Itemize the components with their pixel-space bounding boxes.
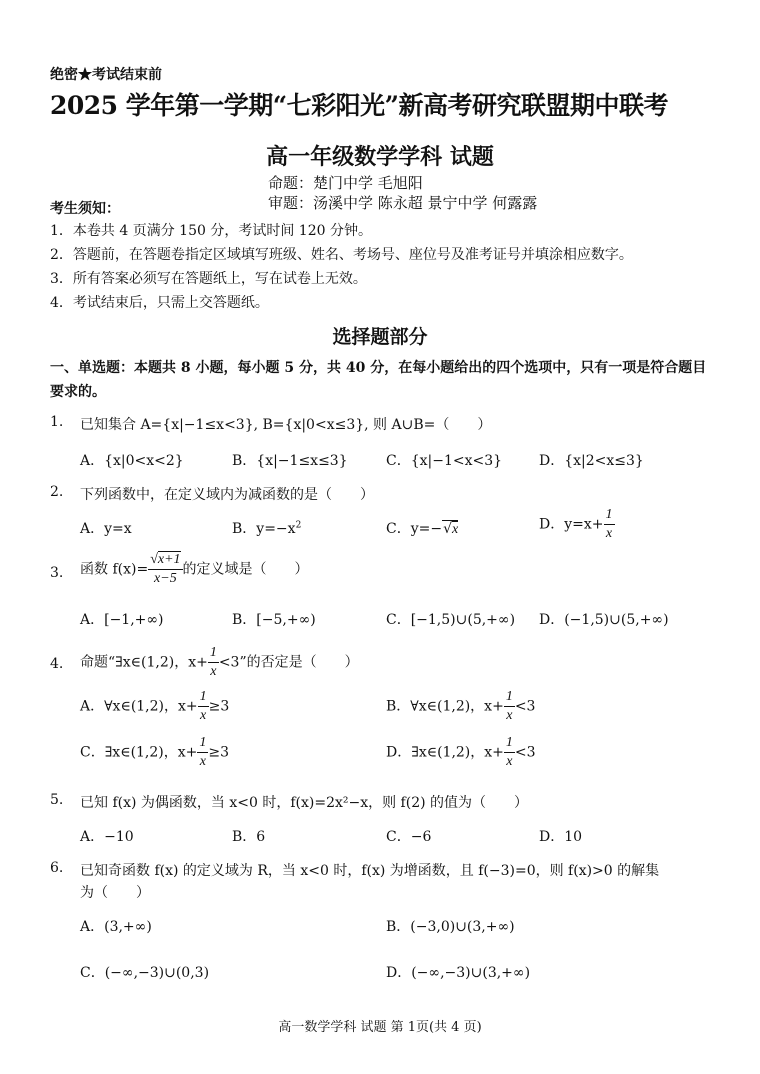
sqrt-expression: √x: [443, 521, 459, 537]
confidential-label: 绝密★考试结束前: [50, 67, 162, 83]
question-number: 5.: [50, 792, 64, 808]
question-number: 4.: [50, 656, 64, 672]
question-stem: 已知奇函数 f(x) 的定义域为 R，当 x<0 时，f(x) 为增函数，且 f(−3)=0，则 f(x)>0 的解集: [80, 863, 660, 879]
fraction: [504, 690, 515, 723]
notice-heading: 考生须知：: [50, 201, 120, 217]
denominator: x−5: [154, 571, 177, 586]
denominator: x: [199, 754, 206, 769]
option-a: A．y=x: [80, 521, 132, 537]
radicand: x: [452, 522, 459, 537]
stem-suffix: <3”的否定是（ ）: [218, 654, 359, 671]
notice-item: 2．答题前，在答题卷指定区域填写班级、姓名、考场号、座位号及准考证号并填涂相应数字。: [50, 247, 633, 263]
option-tail: ≥3: [208, 698, 230, 715]
question-stem: [80, 646, 359, 679]
option-tail: <3: [514, 744, 536, 761]
question-stem: 下列函数中，在定义域内为减函数的是（ ）: [80, 487, 374, 503]
option-c: C．−6: [386, 829, 432, 845]
option-c: [386, 518, 458, 538]
option-b: [232, 518, 301, 538]
fraction: [504, 736, 515, 769]
numerator: 1: [197, 736, 208, 753]
notice-item: 4．考试结束后，只需上交答题纸。: [50, 295, 269, 311]
question-stem: 已知集合 A={x|−1≤x<3}, B={x|0<x≤3}, 则 A∪B=（ ）: [80, 417, 492, 433]
option-c: C．(−∞,−3)∪(0,3): [80, 965, 210, 981]
stem-prefix: 函数 f(x)=: [80, 561, 149, 578]
question-stem-continued: 为（ ）: [80, 885, 150, 901]
numerator: 1: [604, 508, 615, 525]
numerator: 1: [504, 690, 515, 707]
fraction: [197, 736, 208, 769]
option-b: B．{x|−1≤x≤3}: [232, 453, 348, 469]
option-a: A．−10: [80, 829, 134, 845]
option-d: D．{x|2<x≤3}: [539, 453, 644, 469]
question-stem: [80, 553, 309, 586]
fraction: [148, 553, 182, 586]
notice-item: 1．本卷共 4 页满分 150 分，考试时间 120 分钟。: [50, 223, 372, 239]
option-text: B．y=−x: [232, 521, 296, 537]
numerator: √x+1: [148, 553, 182, 570]
denominator: x: [200, 708, 207, 723]
option-tail: ≥3: [208, 744, 230, 761]
page-footer: 高一数学学科 试题 第 1页(共 4 页): [278, 1020, 482, 1035]
option-b: B．(−3,0)∪(3,+∞): [386, 919, 515, 935]
reviewer-line: 审题：汤溪中学 陈永超 景宁中学 何露露: [268, 194, 538, 212]
option-d: D．10: [539, 829, 583, 845]
option-d: D．(−∞,−3)∪(3,+∞): [386, 965, 531, 981]
option-c: [80, 736, 229, 769]
section-title: 选择题部分: [332, 326, 428, 348]
option-d: D．(−1,5)∪(5,+∞): [539, 612, 669, 628]
option-c: C．[−1,5)∪(5,+∞): [386, 612, 516, 628]
question-number: 1.: [50, 414, 64, 430]
numerator: 1: [198, 690, 209, 707]
denominator: x: [210, 664, 217, 679]
option-b: B．6: [232, 829, 266, 845]
stem-prefix: 命题“∃x∈(1,2)，x+: [80, 654, 208, 671]
question-number: 6.: [50, 860, 64, 876]
exponent: 2: [295, 520, 302, 531]
option-b: [386, 690, 535, 723]
option-b: B．[−5,+∞): [232, 612, 316, 628]
option-a: A．{x|0<x<2}: [80, 453, 184, 469]
option-text: D．∃x∈(1,2)，x+: [386, 744, 504, 761]
option-c: C．{x|−1<x<3}: [386, 453, 503, 469]
denominator: x: [605, 526, 613, 541]
option-a: [80, 690, 229, 723]
numerator: 1: [208, 646, 219, 663]
fraction: [604, 508, 615, 541]
section-instruction: 一、单选题：本题共 8 小题，每小题 5 分，共 40 分，在每小题给出的四个选项中，只有一项是符合题目要求的。: [50, 360, 707, 400]
option-text: C．y=−: [386, 521, 443, 537]
exam-subtitle: 高一年级数学学科 试题: [266, 144, 494, 170]
notice-item: 3．所有答案必须写在答题纸上，写在试卷上无效。: [50, 271, 367, 287]
option-a: A．[−1,+∞): [80, 612, 164, 628]
stem-suffix: 的定义域是（ ）: [182, 561, 309, 578]
numerator: 1: [504, 736, 515, 753]
option-tail: <3: [514, 698, 536, 715]
denominator: x: [506, 708, 513, 723]
fraction: [208, 646, 219, 679]
denominator: x: [506, 754, 513, 769]
question-number: 2.: [50, 484, 64, 500]
option-text: D．y=x+: [539, 516, 604, 533]
exam-title: 2025 学年第一学期“七彩阳光”新高考研究联盟期中联考: [50, 91, 669, 120]
fraction: [198, 690, 209, 723]
option-d: [386, 736, 536, 769]
option-d: [539, 508, 615, 541]
option-text: B．∀x∈(1,2)，x+: [386, 698, 504, 715]
radicand: x+1: [157, 552, 181, 567]
question-number: 3.: [50, 565, 64, 581]
option-a: A．(3,+∞): [80, 919, 152, 935]
question-stem: 已知 f(x) 为偶函数，当 x<0 时，f(x)=2x²−x，则 f(2) 的值为（ ）: [80, 795, 529, 811]
option-text: A．∀x∈(1,2)，x+: [80, 698, 198, 715]
option-text: C．∃x∈(1,2)，x+: [80, 744, 198, 761]
author-line: 命题：楚门中学 毛旭阳: [268, 174, 423, 192]
